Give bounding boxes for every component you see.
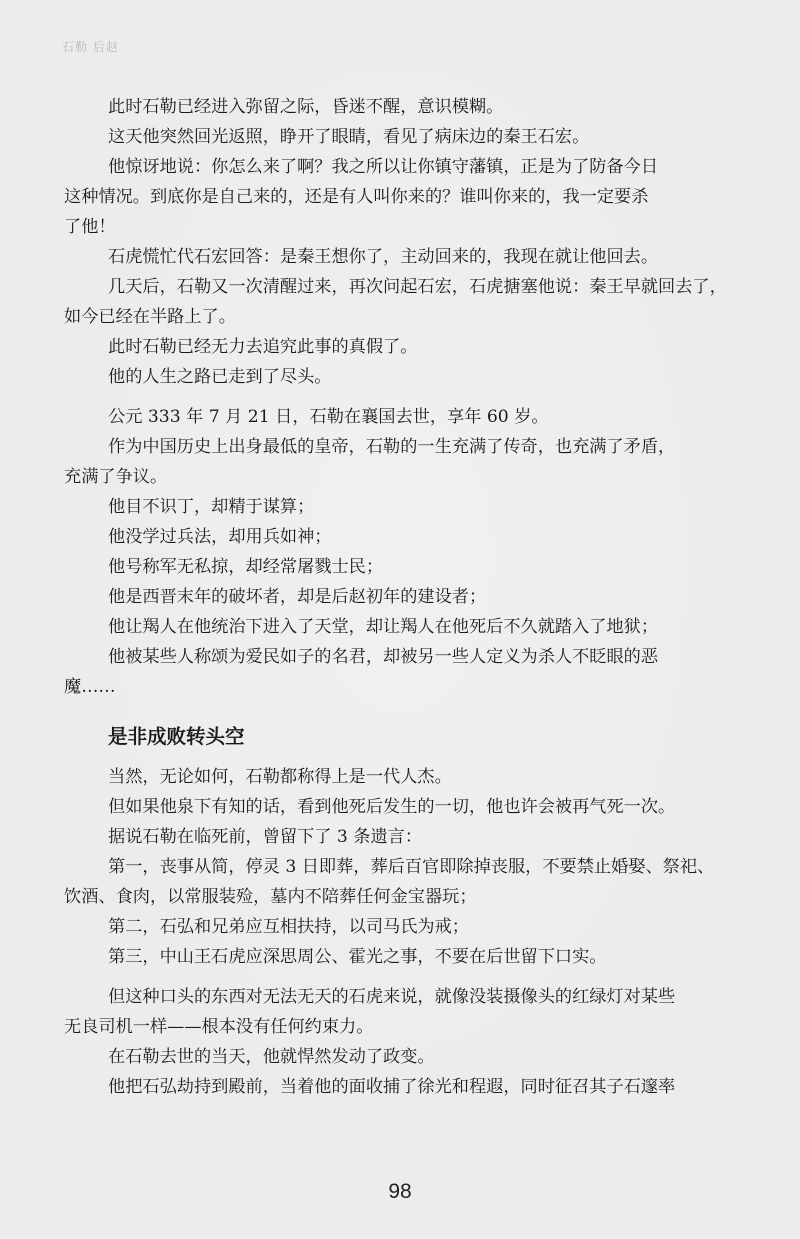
text-line: 他目不识丁，却精于谋算； (108, 497, 315, 517)
page-body (64, 92, 760, 1102)
paragraph (64, 272, 760, 332)
text-line: 他让羯人在他统治下进入了天堂，却让羯人在他死后不久就踏入了地狱； (108, 617, 659, 637)
text-line: 此时石勒已经无力去追究此事的真假了。 (108, 337, 418, 357)
text-line: 这种情况。到底你是自己来的，还是有人叫你来的？谁叫你来的，我一定要杀 (64, 187, 649, 207)
text-line: 无良司机一样——根本没有任何约束力。 (64, 1017, 374, 1037)
text-line: 这天他突然回光返照，睁开了眼睛，看见了病床边的秦王石宏。 (108, 127, 590, 147)
text-line: 作为中国历史上出身最低的皇帝，石勒的一生充满了传奇，也充满了矛盾， (108, 437, 676, 457)
text-line: 充满了争议。 (64, 467, 168, 487)
text-line: 第三，中山王石虎应深思周公、霍光之事，不要在后世留下口实。 (108, 947, 607, 967)
paragraph (108, 792, 760, 822)
paragraph (108, 1072, 760, 1102)
text-line: 第一，丧事从简，停灵 3 日即葬，葬后百官即除掉丧服，不要禁止婚娶、祭祀、 (108, 857, 715, 877)
paragraph (108, 582, 760, 612)
paragraph (64, 642, 760, 702)
paragraph (108, 362, 760, 392)
text-line: 但这种口头的东西对无法无天的石虎来说，就像没装摄像头的红绿灯对某些 (108, 987, 676, 1007)
paragraph (108, 402, 760, 432)
text-line: 他没学过兵法，却用兵如神； (108, 527, 332, 547)
text-line: 他把石弘劫持到殿前，当着他的面收捕了徐光和程遐，同时征召其子石邃率 (108, 1077, 676, 1097)
text-block-d (64, 982, 760, 1102)
text-line: 他号称军无私掠，却经常屠戮士民； (108, 557, 384, 577)
text-line: 公元 333 年 7 月 21 日，石勒在襄国去世，享年 60 岁。 (108, 407, 549, 427)
text-line: 饮酒、食肉，以常服装殓，墓内不陪葬任何金宝器玩； (64, 887, 477, 907)
paragraph (108, 552, 760, 582)
text-line: 他被某些人称颂为爱民如子的名君，却被另一些人定义为杀人不眨眼的恶 (108, 647, 659, 667)
paragraph (108, 522, 760, 552)
paragraph (108, 122, 760, 152)
text-line: 他是西晋末年的破坏者，却是后赵初年的建设者； (108, 587, 487, 607)
text-line: 了他！ (64, 217, 116, 237)
text-line: 但如果他泉下有知的话，看到他死后发生的一切，他也许会被再气死一次。 (108, 797, 676, 817)
paragraph (108, 332, 760, 362)
paragraph (108, 492, 760, 522)
text-block-c (64, 762, 760, 972)
text-line: 当然，无论如何，石勒都称得上是一代人杰。 (108, 767, 452, 787)
page-number: 98 (388, 1180, 412, 1203)
text-line: 如今已经在半路上了。 (64, 307, 236, 327)
paragraph (64, 982, 760, 1042)
paragraph (108, 762, 760, 792)
text-line: 他的人生之路已走到了尽头。 (108, 367, 332, 387)
paragraph (108, 942, 760, 972)
text-line: 在石勒去世的当天，他就悍然发动了政变。 (108, 1047, 435, 1067)
paragraph (64, 152, 760, 242)
paragraph (108, 612, 760, 642)
paragraph (108, 912, 760, 942)
running-head: 石勒 后赵 (62, 40, 119, 54)
text-line: 他惊讶地说：你怎么来了啊？我之所以让你镇守藩镇，正是为了防备今日 (108, 157, 659, 177)
paragraph (64, 432, 760, 492)
text-line: 此时石勒已经进入弥留之际，昏迷不醒，意识模糊。 (108, 97, 504, 117)
paragraph (64, 852, 760, 912)
text-block-b (64, 402, 760, 702)
paragraph (108, 1042, 760, 1072)
section-title: 是非成败转头空 (108, 725, 245, 748)
paragraph (108, 822, 760, 852)
text-line: 石虎慌忙代石宏回答：是秦王想你了，主动回来的，我现在就让他回去。 (108, 247, 659, 267)
text-line: 魔…… (64, 677, 116, 697)
paragraph (108, 92, 760, 122)
text-line: 几天后，石勒又一次清醒过来，再次问起石宏，石虎搪塞他说：秦王早就回去了， (108, 277, 727, 297)
text-block-a (64, 92, 760, 392)
text-line: 据说石勒在临死前，曾留下了 3 条遗言： (108, 827, 423, 847)
text-line: 第二，石弘和兄弟应互相扶持，以司马氏为戒； (108, 917, 469, 937)
paragraph (108, 242, 760, 272)
